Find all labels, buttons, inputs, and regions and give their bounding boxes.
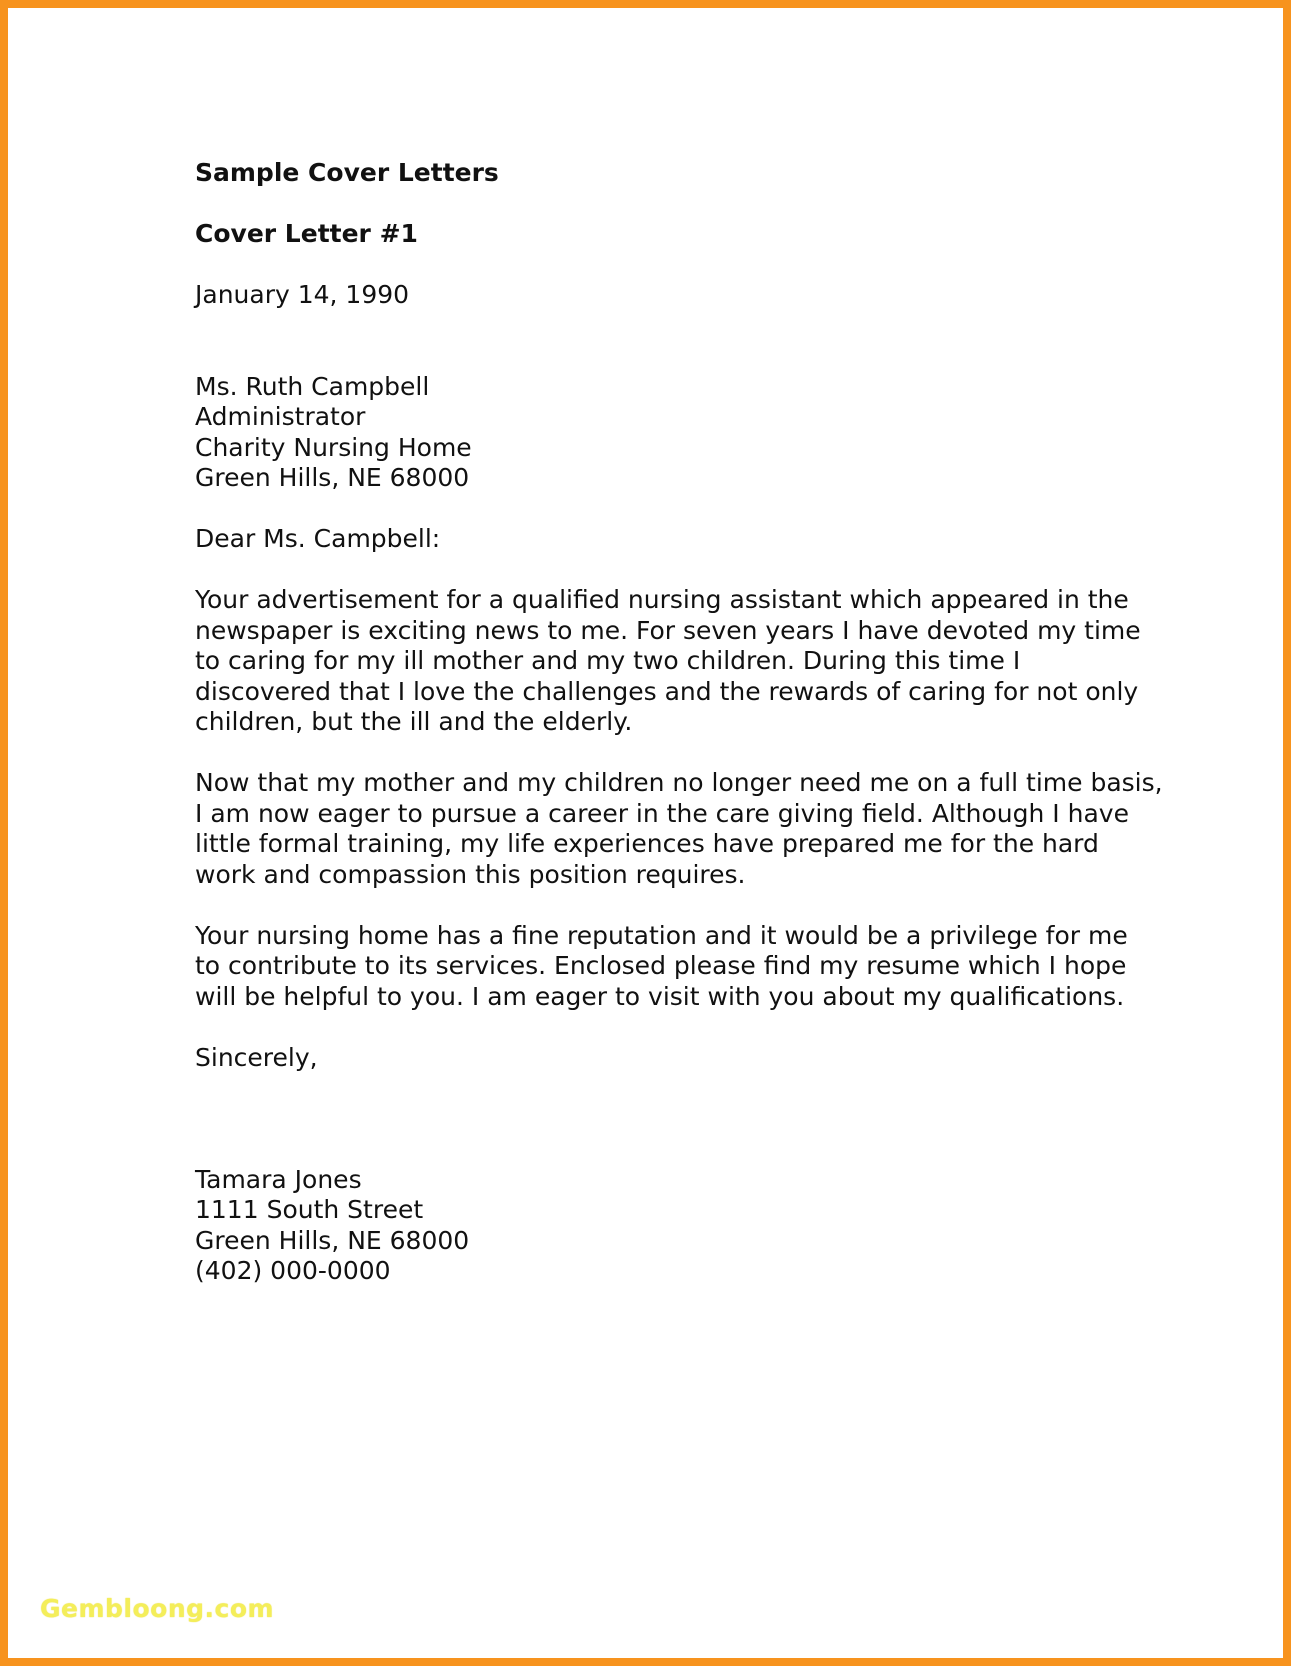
sender-name: Tamara Jones [195, 1164, 362, 1194]
sender-city-state-zip: Green Hills, NE 68000 [195, 1225, 470, 1255]
letter-subtitle: Cover Letter #1 [195, 219, 418, 248]
sender-phone: (402) 000-0000 [195, 1256, 391, 1285]
paragraph-line: Your nursing home has a fine reputation and it would be a privilege for me [195, 920, 1128, 950]
document-title: Sample Cover Letters [195, 158, 499, 187]
paragraph-line: I am now eager to pursue a career in the care giving field. Although I have [195, 798, 1129, 828]
paragraph-line: work and compassion this position requires. [195, 859, 746, 889]
paragraph-line: newspaper is exciting news to me. For seven years I have devoted my time [195, 615, 1141, 645]
body-paragraph-3 [195, 921, 1195, 1013]
body-paragraph-1 [195, 585, 1195, 738]
paragraph-line: to contribute to its services. Enclosed please find my resume which I hope [195, 951, 1127, 980]
paragraph-line: Now that my mother and my children no longer need me on a full time basis, [195, 768, 1163, 797]
paragraph-line: little formal training, my life experiences have prepared me for the hard [195, 829, 1099, 858]
letter-date: January 14, 1990 [195, 280, 410, 309]
paragraph-line: Your advertisement for a qualified nursing assistant which appeared in the [195, 585, 1129, 614]
recipient-name: Ms. Ruth Campbell [195, 371, 430, 401]
paragraph-line: to caring for my ill mother and my two children. During this time I [195, 646, 1021, 675]
body-paragraph-2 [195, 768, 1195, 890]
recipient-address [195, 372, 1195, 494]
recipient-position: Administrator [195, 402, 366, 431]
recipient-organization: Charity Nursing Home [195, 432, 472, 462]
paragraph-line: children, but the ill and the elderly. [195, 707, 633, 736]
watermark-text: Gembloong.com [40, 1594, 275, 1623]
sender-address [195, 1165, 1195, 1287]
cover-letter [195, 158, 1195, 1287]
closing: Sincerely, [195, 1042, 318, 1072]
recipient-city-state-zip: Green Hills, NE 68000 [195, 463, 470, 492]
paragraph-line: discovered that I love the challenges and the rewards of caring for not only [195, 676, 1139, 706]
paragraph-line: will be helpful to you. I am eager to visit with you about my qualifications. [195, 981, 1125, 1011]
sender-street: 1111 South Street [195, 1195, 424, 1224]
salutation: Dear Ms. Campbell: [195, 524, 441, 553]
